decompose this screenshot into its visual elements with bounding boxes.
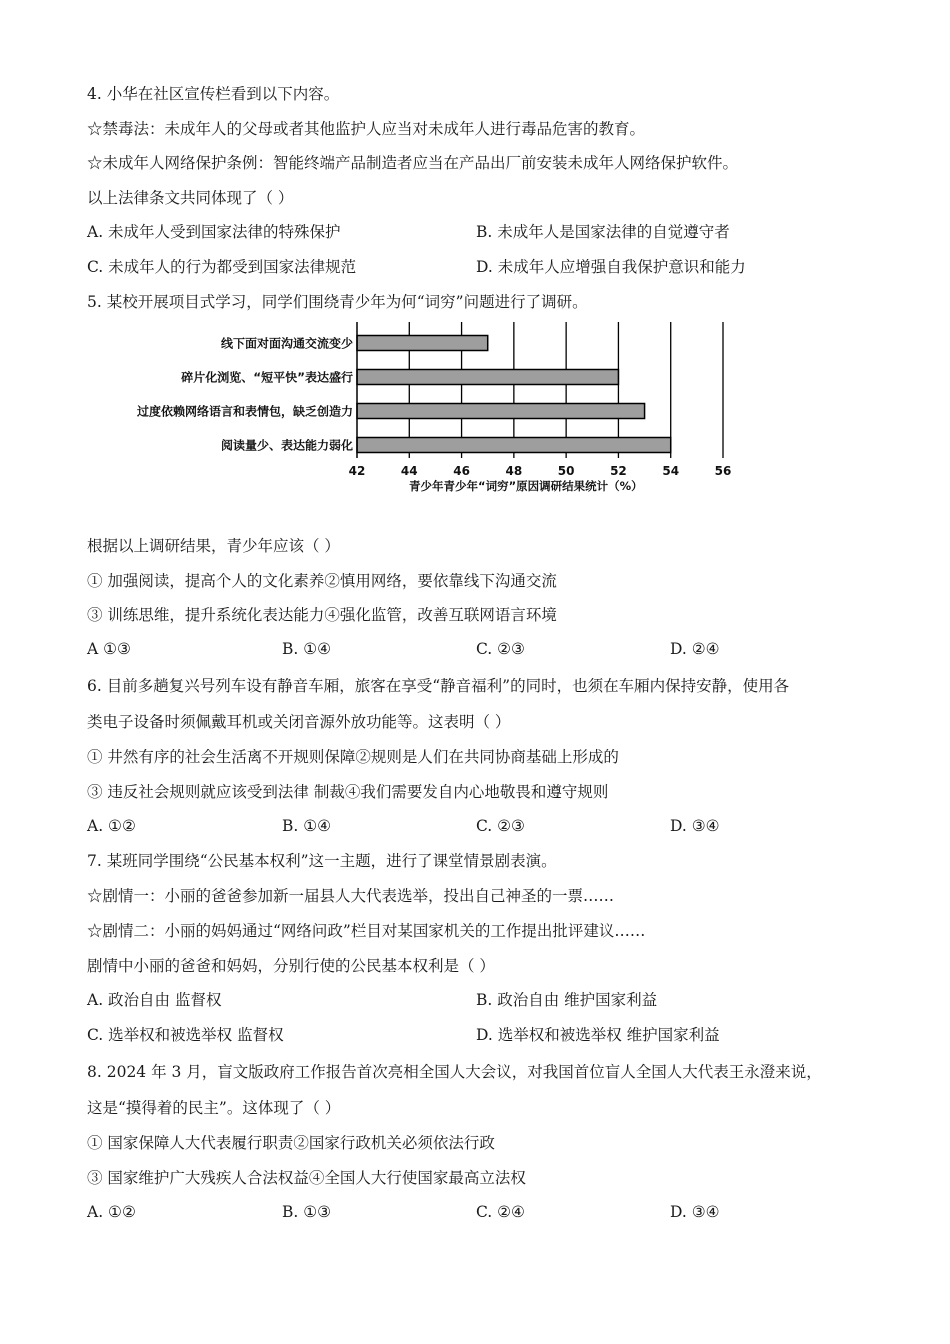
category-label-2: 碎片化浏览、“短平快”表达盛行	[181, 370, 353, 385]
q7-option-a: A. 政治自由 监督权	[87, 991, 222, 1009]
category-label-1: 线下面对面沟通交流变少	[220, 336, 353, 351]
q6-option-a: A. ①②	[87, 817, 136, 835]
q5-question: 根据以上调研结果，青少年应该（ ）	[87, 537, 340, 555]
q4-stem: 4. 小华在社区宣传栏看到以下内容。	[87, 85, 340, 103]
q4-option-c: C. 未成年人的行为都受到国家法律规范	[87, 258, 357, 276]
tick-label-42: 42	[348, 464, 366, 478]
q5-option-a: A ①③	[87, 640, 131, 658]
q8-stem-1: 8. 2024 年 3 月，盲文版政府工作报告首次亮相全国人大会议，对我国首位盲人全国人大代表王永澄来说，	[87, 1063, 822, 1081]
q8-line-2: ③ 国家维护广大残疾人合法权益④全国人大行使国家最高立法权	[87, 1169, 526, 1187]
tick-label-50: 50	[557, 464, 575, 478]
category-label-3: 过度依赖网络语言和表情包，缺乏创造力	[136, 404, 353, 419]
chart-category-labels	[137, 336, 353, 453]
bar-2	[357, 370, 618, 385]
category-label-4: 阅读量少、表达能力弱化	[220, 438, 353, 453]
q4-item-2: ☆未成年人网络保护条例：智能终端产品制造者应当在产品出厂前安装未成年人网络保护软件。	[87, 154, 739, 172]
q4-option-a: A. 未成年人受到国家法律的特殊保护	[87, 223, 341, 241]
q6-option-d: D. ③④	[670, 817, 720, 835]
survey-bar-chart	[60, 312, 760, 502]
q8-stem-2: 这是“摸得着的民主”。这体现了（ ）	[87, 1099, 341, 1117]
q5-stem: 5. 某校开展项目式学习，同学们围绕青少年为何“词穷”问题进行了调研。	[87, 293, 588, 311]
bar-1	[357, 336, 488, 351]
bar-3	[357, 404, 645, 419]
q7-plot-1: ☆剧情一：小丽的爸爸参加新一届县人大代表选举，投出自己神圣的一票……	[87, 887, 615, 905]
q4-question: 以上法律条文共同体现了（ ）	[87, 189, 294, 207]
q4-option-d: D. 未成年人应增强自我保护意识和能力	[476, 258, 746, 276]
tick-label-44: 44	[400, 464, 418, 478]
q7-option-c: C. 选举权和被选举权 监督权	[87, 1026, 284, 1044]
q5-option-c: C. ②③	[476, 640, 525, 658]
q5-option-b: B. ①④	[282, 640, 332, 658]
q5-line-1: ① 加强阅读，提高个人的文化素养②慎用网络，要依靠线下沟通交流	[87, 572, 557, 590]
tick-label-52: 52	[610, 464, 627, 478]
q6-option-c: C. ②③	[476, 817, 525, 835]
q5-line-2: ③ 训练思维，提升系统化表达能力④强化监管，改善互联网语言环境	[87, 606, 557, 624]
q7-plot-2: ☆剧情二：小丽的妈妈通过“网络问政”栏目对某国家机关的工作提出批评建议……	[87, 922, 646, 940]
chart-tick-labels	[349, 464, 732, 478]
q6-stem-2: 类电子设备时须佩戴耳机或关闭音源外放功能等。这表明（ ）	[87, 713, 511, 731]
q6-line-1: ① 井然有序的社会生活离不开规则保障②规则是人们在共同协商基础上形成的	[87, 748, 619, 766]
q4-item-1: ☆禁毒法：未成年人的父母或者其他监护人应当对未成年人进行毒品危害的教育。	[87, 120, 646, 138]
q7-option-b: B. 政治自由 维护国家利益	[476, 991, 658, 1009]
tick-label-54: 54	[662, 464, 680, 478]
q8-option-c: C. ②④	[476, 1203, 525, 1221]
q4-option-b: B. 未成年人是国家法律的自觉遵守者	[476, 223, 730, 241]
q7-option-d: D. 选举权和被选举权 维护国家利益	[476, 1026, 720, 1044]
tick-label-48: 48	[505, 464, 523, 478]
q8-option-d: D. ③④	[670, 1203, 720, 1221]
bar-4	[357, 438, 671, 453]
q8-line-1: ① 国家保障人大代表履行职责②国家行政机关必须依法行政	[87, 1134, 495, 1152]
q8-option-a: A. ①②	[87, 1203, 136, 1221]
q6-option-b: B. ①④	[282, 817, 332, 835]
tick-label-56: 56	[714, 464, 732, 478]
chart-x-axis-label: 青少年青少年“词穷”原因调研结果统计（%）	[409, 479, 643, 493]
q7-stem: 7. 某班同学围绕“公民基本权利”这一主题，进行了课堂情景剧表演。	[87, 852, 557, 870]
tick-label-46: 46	[453, 464, 470, 478]
q8-option-b: B. ①③	[282, 1203, 332, 1221]
q6-stem-1: 6. 目前多趟复兴号列车设有静音车厢，旅客在享受“静音福利”的同时，也须在车厢内保持安静，使用各	[87, 677, 790, 695]
q6-line-2: ③ 违反社会规则就应该受到法律 制裁④我们需要发自内心地敬畏和遵守规则	[87, 783, 609, 801]
q5-option-d: D. ②④	[670, 640, 720, 658]
q7-question: 剧情中小丽的爸爸和妈妈，分别行使的公民基本权利是（ ）	[87, 957, 495, 975]
